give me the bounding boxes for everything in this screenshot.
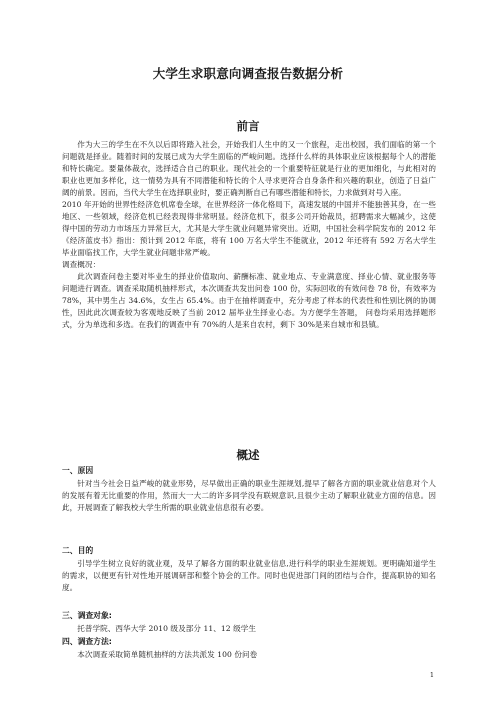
section-1-body [62,478,436,514]
section-1-text: 针对当今社会日益严峻的就业形势，尽早做出正确的职业生涯规划,提早了解各方面的职业就业信息对个人的发展有着无比重要的作用，然而大一大二的许多同学没有联规意识,且很少主动了解职业就业方面的信息。因此，开展调查了解我校大学生所需的职业就业信息很有必要。 [62,479,436,512]
section-2-text: 引导学生树立良好的就业观，及早了解各方面的职业就业信息,进行科学的职业生涯规划。更明确知道学生的需求，以便更有针对性地开展调研部和整个协会的工作。同时也促进部门间的团结与合作，提高职协的知名度。 [62,559,436,592]
preface-paragraph-3: 此次调查问卷主要对毕业生的择业价值取向、薪酬标准、就业地点、专业满意度、择业心情、就业服务等问题进行调查。调查采取随机抽样形式，本次调查共发出问卷 100 份，实际回收的有效问卷 78 份，有效率为 78%，其中男生占 34.6%，女生占 65.4%。由于在抽样调查中，充分考虑了样本的代表性和性别比例的协调性，因此此次调查较为客观地反映了当前 2012 届毕业生择业心态。为方便学生答题， 问卷均采用选择题形式，分为单选和多选。在我们的调查中有 70%的人是来自农村，剩下 30%是来自城市和县镇。 [62,272,436,329]
preface-paragraph-2: 2010 年开始的世界性经济危机席卷全球，在世界经济一体化格局下，高速发展的中国并不能独善其身，在一些地区、一些领域，经济危机已经表现得非常明显。经济危机下，很多公司开始裁员，招聘需求大幅减少，这使得中国的劳动力市场压力异常巨大，尤其是大学生就业问题异常突出。近期，中国社会科学院发布的 2012 年《经济蓝皮书》指出：预计到 2012 年底，将有 100 万名大学生不能就业，2012 年还将有 592 万名大学生毕业面临找工作，大学生就业问题非常严峻。 [62,200,436,257]
overview-label: 调查概况： [62,260,101,269]
document-title: 大学生求职意向调查报告数据分析 [152,66,344,81]
section-2-heading: 二、目的 [62,546,94,555]
section-3-text: 托普学院、西华大学 2010 级及部分 11、12 级学生 [77,624,257,633]
section-4-body [62,649,436,661]
section-1-heading: 一、原因 [62,466,94,475]
preface-heading: 前言 [236,119,260,133]
section-4-text: 本次调查采取简单随机抽样的方法共派发 100 份问卷 [77,650,258,659]
section-2-body [62,558,436,594]
section-3-body [62,623,436,635]
section-4-heading: 四、调查方法: [62,637,112,646]
preface-body [62,139,436,331]
page-number: 1 [429,671,434,679]
summary-heading: 概述 [236,448,260,462]
section-3-heading: 三、调查对象: [62,611,112,620]
preface-paragraph-1: 作为大三的学生在不久以后即将踏入社会，开始我们人生中的又一个旅程，走出校园，我们面临的第一个问题就是择业。随着时间的发展已成为大学生面临的严峻问题。选择什么样的具体职业应该根据每个人的潜能和特长确定。要量体裁衣，选择适合自己的职业。现代社会的一个重要特征就是行业的更加细化，与此相对的职业也更加多样化，这一情势为具有不同潜能和特长的个人寻求更符合自身条件和兴趣的职业，创造了日益广阔的前景。因而，当代大学生在选择职业时，要正确判断自己有哪些潜能和特长，力求做到对号入座。 [62,140,436,197]
